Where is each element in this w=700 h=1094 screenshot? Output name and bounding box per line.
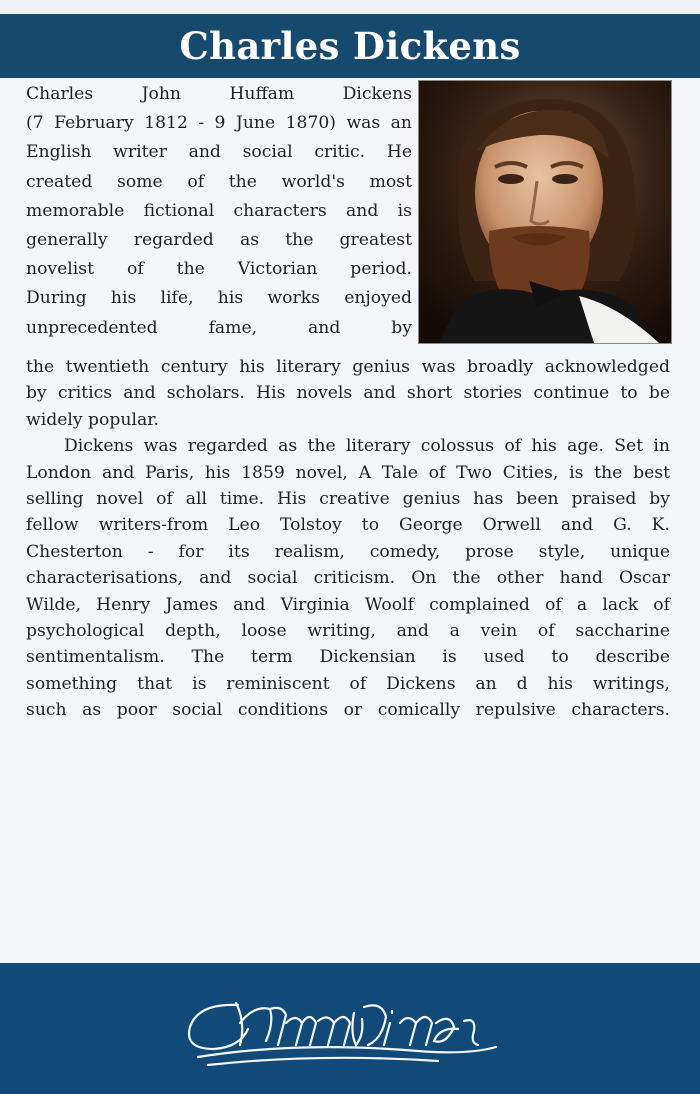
body-line: something that is reminiscent of Dickens an d his writings, — [26, 673, 670, 694]
body-line: such as poor social conditions or comically repulsive characters. — [26, 700, 670, 721]
body-line: by critics and scholars. His novels and short stories continue to be — [26, 383, 670, 404]
body-line: Chesterton - for its realism, comedy, prose style, unique — [26, 541, 670, 562]
body-text — [26, 354, 670, 724]
body-line: selling novel of all time. His creative genius has been praised by — [26, 489, 670, 510]
body-line: the twentieth century his literary genius was broadly acknowledged — [26, 357, 670, 377]
top-strip — [0, 0, 700, 14]
title-banner — [0, 14, 700, 78]
page-title: Charles Dickens — [179, 24, 521, 68]
intro-line: memorable fictional characters and is — [26, 200, 412, 221]
intro-line: English writer and social critic. He — [26, 142, 412, 163]
intro-line: created some of the world's most — [26, 171, 412, 192]
body-line: psychological depth, loose writing, and a vein of saccharine — [26, 621, 670, 642]
intro-line: unprecedented fame, and by — [26, 317, 412, 338]
body-line: sentimentalism. The term Dickensian is used to describe — [26, 647, 670, 668]
body-line: Dickens was regarded as the literary colossus of his age. Set in — [64, 436, 670, 457]
footer-banner — [0, 963, 700, 1094]
intro-line: Charles John Huffam Dickens — [26, 84, 412, 104]
portrait-image — [418, 80, 672, 344]
body-line: London and Paris, his 1859 novel, A Tale of Two Cities, is the best — [26, 462, 670, 483]
body-line: widely popular. — [26, 409, 160, 430]
body-line: Wilde, Henry James and Virginia Woolf complained of a lack of — [26, 594, 670, 615]
body-line: characterisations, and social criticism. On the other hand Oscar — [26, 568, 670, 589]
intro-line: generally regarded as the greatest — [26, 230, 412, 251]
intro-line: novelist of the Victorian period. — [26, 259, 412, 280]
body-line: fellow writers-from Leo Tolstoy to George Orwell and G. K. — [26, 515, 670, 536]
signature-image — [178, 983, 508, 1075]
intro-line: (7 February 1812 - 9 June 1870) was an — [26, 113, 412, 134]
intro-line: During his life, his works enjoyed — [26, 288, 412, 309]
intro-paragraph — [26, 80, 412, 343]
